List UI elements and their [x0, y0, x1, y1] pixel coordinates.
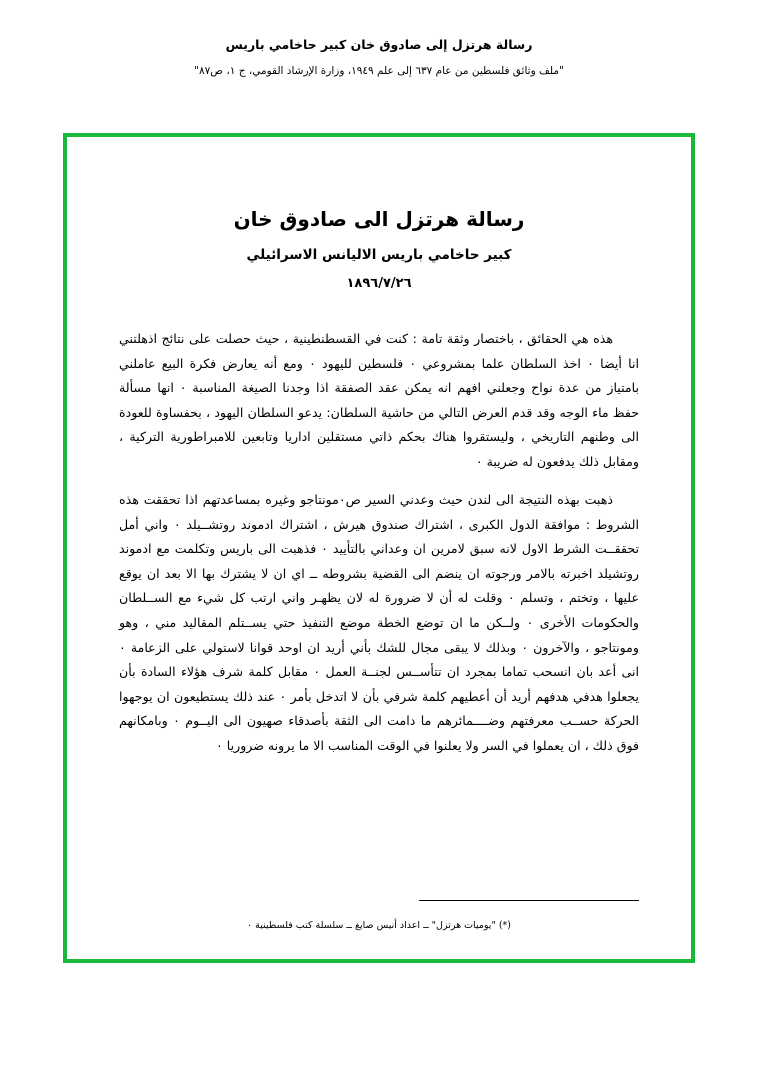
footnote-divider — [419, 900, 639, 901]
footnote-text: (*) "يوميات هرتزل" ــ اعداد أنيس صايغ ــ سلسلة كتب فلسطينية ٠ — [246, 920, 512, 931]
document-date: ١٨٩٦/٧/٢٦ — [346, 276, 412, 291]
header-source-citation: "ملف وثائق فلسطين من عام ٦٣٧ إلى علم ١٩٤٩، وزارة الإرشاد القومي، ج ١، ص٨٧" — [194, 64, 564, 77]
document-subtitle: كبير حاخامي باريس الاليانس الاسرائيلي — [246, 247, 512, 263]
paragraph-2: ذهبت بهذه النتيجة الى لندن حيث وعدني السير ص٠مونتاجو وغيره بمساعدتهم اذا تحققت هذه الشروط : موافقة الدول الكبرى ، اشتراك صندوق هيرش ، اشتراك ادموند روتشــيلد ٠ واني أمل تحققــت الشرط الاول لانه سبق لامرين ان وعداني بالتأييد ٠ فذهبت الى باريس وتكلمت مع ادموند روتشيلد اخبرته بالامر ورجوته ان ينضم الى القضية بشروطه ــ اي ان لا يشترك بها الا بعد ان يوقع عليها ، وتختم ، وتسلم ٠ وقلت له أن لا ضرورة له لان يظهـر واني ارتب كل شيء مع الســلطان والحكومات الأخرى ٠ ولــكن ما ان توضع الخطة موضع التنفيذ حتي يســتلم المقاليد مني ، وهو ومونتاجو ، والآخرون ٠ وبذلك لا يبقى مجال للشك بأني أريد ان اوحد قوانا لاستولي على الزعامة ٠ انى أعد بان انسحب تماما بمجرد ان تتأســس لجنــة العمل ٠ مقابل كلمة شرف هؤلاء السادة بأن يجعلوا هدفي هدفهم أريد أن أعطيهم كلمة شرفي بأن لا اتدخل بأمر ٠ عند ذلك يستطيعون ان يوجهوا الحركة حســب معرفتهم وضــــمائرهم ما دامت الى الثقة بأصدقاء صهيون الى اليــوم ٠ وبامكانهم فوق ذلك ، ان يعملوا في السر ولا يعلنوا في الوقت المناسب الا ما يرونه ضروريا ٠ — [119, 492, 640, 753]
page-header — [0, 0, 758, 78]
document-body — [67, 137, 691, 959]
paragraph-1: هذه هي الحقائق ، باختصار وثقة تامة : كنت في القسطنطينية ، حيث حصلت على نتائج اذهلتني انا أيضا ٠ اخذ السلطان علما بمشروعي ٠ فلسطين لليهود ٠ ومع أنه يعارض فكرة البيع عاملني بامتياز من عدة نواح وجعلني افهم انه يمكن عقد الصفقة اذا وجدنا الصيغة المناسبة ٠ انها مسألة حفظ ماء الوجه وقد قدم العرض التالي من حاشية السلطان: يدعو السلطان اليهود ، بحفساوة للعودة الى وطنهم التاريخي ، وليستقروا هناك بحكم ذاتي مستقلين اداريا وتابعين للامبراطورية التركية ، ومقابل ذلك يدفعون له ضريبة ٠ — [119, 331, 639, 469]
document-frame — [63, 133, 695, 963]
header-title: رسالة هرتزل إلى صادوق خان كبير حاخامي باريس — [225, 37, 533, 52]
document-text — [119, 327, 639, 758]
document-title: رسالة هرتزل الى صادوق خان — [233, 207, 525, 231]
